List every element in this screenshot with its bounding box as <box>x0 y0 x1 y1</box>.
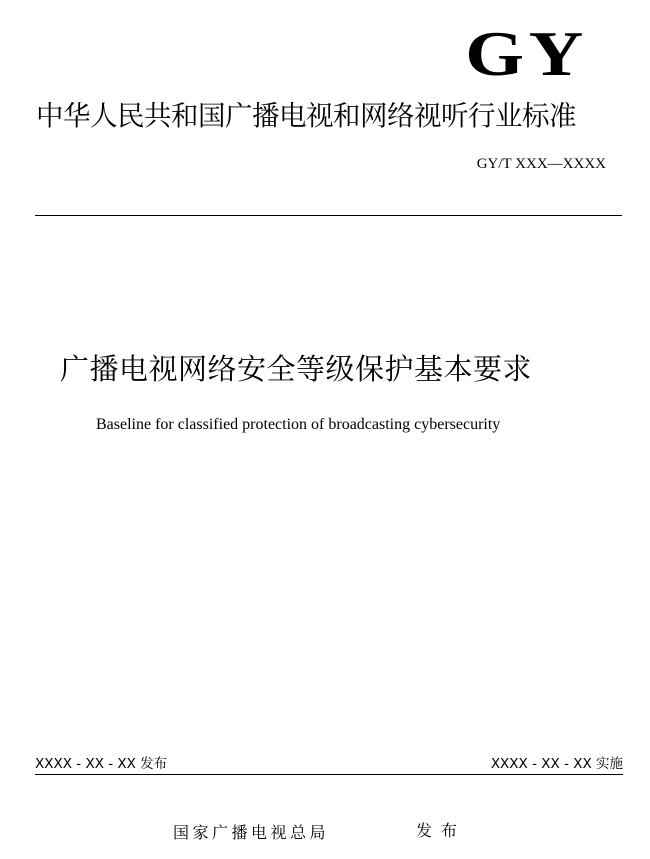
release-date: XXXX - XX - XX 发布 <box>35 756 168 772</box>
issuing-authority: 国家广播电视总局 <box>173 823 330 842</box>
publish-label: 发布 <box>416 821 467 840</box>
document-title-en: Baseline for classified protection of broadcasting cybersecurity <box>96 416 501 433</box>
standard-code: GY/T XXX—XXXX <box>476 156 606 172</box>
footer-divider <box>35 774 623 775</box>
document-title-cn: 广播电视网络安全等级保护基本要求 <box>60 352 533 386</box>
effective-date: XXXX - XX - XX 实施 <box>490 756 623 772</box>
header-divider <box>35 215 622 216</box>
industry-standard-title: 中华人民共和国广播电视和网络视听行业标准 <box>36 100 576 132</box>
gy-logo: GY <box>465 18 588 89</box>
